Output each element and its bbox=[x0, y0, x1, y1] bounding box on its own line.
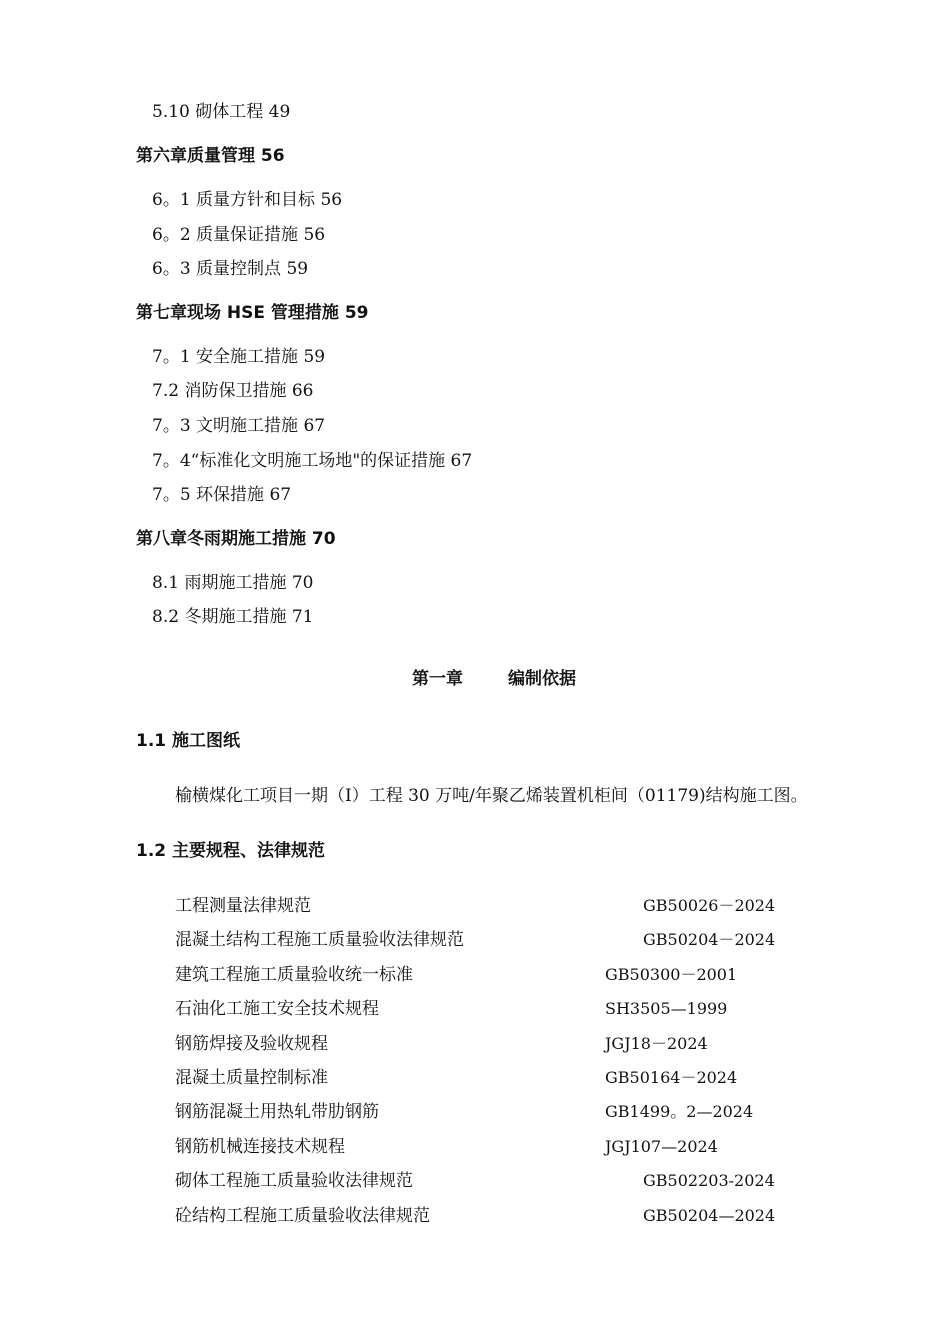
standard-code: GB1499。2—2024 bbox=[605, 1102, 754, 1121]
list-item bbox=[0, 929, 950, 951]
standard-name: 钢筋混凝土用热轧带肋钢筋 bbox=[175, 1102, 379, 1122]
chapter-number: 第一章 bbox=[412, 669, 463, 689]
toc-chapter-entry: 第八章冬雨期施工措施 70 bbox=[136, 529, 336, 549]
toc-entry: 6。2 质量保证措施 56 bbox=[152, 225, 326, 245]
standard-code: GB50026－2024 bbox=[643, 896, 776, 915]
standard-name: 建筑工程施工质量验收统一标准 bbox=[175, 965, 413, 985]
standard-name: 钢筋机械连接技术规程 bbox=[175, 1137, 345, 1157]
standard-code: GB50164－2024 bbox=[605, 1068, 738, 1087]
section-paragraph-drawings: 榆横煤化工项目一期（I）工程 30 万吨/年聚乙烯装置机柜间（01179)结构施工图。 bbox=[175, 786, 808, 806]
standard-name: 混凝土质量控制标准 bbox=[175, 1068, 328, 1088]
standard-code: GB50204—2024 bbox=[643, 1206, 776, 1225]
standard-code: GB50204－2024 bbox=[643, 930, 776, 949]
toc-entry: 7。3 文明施工措施 67 bbox=[152, 416, 326, 436]
standard-name: 工程测量法律规范 bbox=[175, 896, 311, 916]
toc-chapter-entry: 第七章现场 HSE 管理措施 59 bbox=[136, 303, 369, 323]
list-item bbox=[0, 1067, 950, 1089]
toc-entry: 5.10 砌体工程 49 bbox=[152, 102, 291, 122]
standard-name: 砼结构工程施工质量验收法律规范 bbox=[175, 1206, 430, 1226]
standard-code: GB50300－2001 bbox=[605, 965, 738, 984]
toc-entry: 7.2 消防保卫措施 66 bbox=[152, 381, 314, 401]
list-item bbox=[0, 1101, 950, 1123]
section-heading-drawings: 1.1 施工图纸 bbox=[136, 731, 241, 751]
list-item bbox=[0, 1205, 950, 1227]
section-heading-standards: 1.2 主要规程、法律规范 bbox=[136, 841, 326, 861]
standard-code: GB502203-2024 bbox=[643, 1171, 775, 1190]
toc-entry: 6。3 质量控制点 59 bbox=[152, 259, 309, 279]
toc-entry: 6。1 质量方针和目标 56 bbox=[152, 190, 343, 210]
list-item bbox=[0, 1033, 950, 1055]
toc-entry: 7。1 安全施工措施 59 bbox=[152, 347, 326, 367]
standard-name: 钢筋焊接及验收规程 bbox=[175, 1034, 328, 1054]
standard-code: SH3505—1999 bbox=[605, 999, 728, 1018]
standard-code: JGJ18－2024 bbox=[605, 1034, 708, 1053]
list-item bbox=[0, 1136, 950, 1158]
list-item bbox=[0, 964, 950, 986]
toc-entry: 7。4“标准化文明施工场地"的保证措施 67 bbox=[152, 451, 473, 471]
standard-name: 砌体工程施工质量验收法律规范 bbox=[175, 1171, 413, 1191]
standard-name: 混凝土结构工程施工质量验收法律规范 bbox=[175, 930, 464, 950]
chapter-name: 编制依据 bbox=[508, 669, 576, 689]
toc-entry: 8.1 雨期施工措施 70 bbox=[152, 573, 314, 593]
list-item bbox=[0, 1170, 950, 1192]
standard-code: JGJ107—2024 bbox=[605, 1137, 718, 1156]
toc-entry: 8.2 冬期施工措施 71 bbox=[152, 607, 314, 627]
toc-chapter-entry: 第六章质量管理 56 bbox=[136, 146, 285, 166]
toc-entry: 7。5 环保措施 67 bbox=[152, 485, 292, 505]
list-item bbox=[0, 895, 950, 917]
list-item bbox=[0, 998, 950, 1020]
standard-name: 石油化工施工安全技术规程 bbox=[175, 999, 379, 1019]
